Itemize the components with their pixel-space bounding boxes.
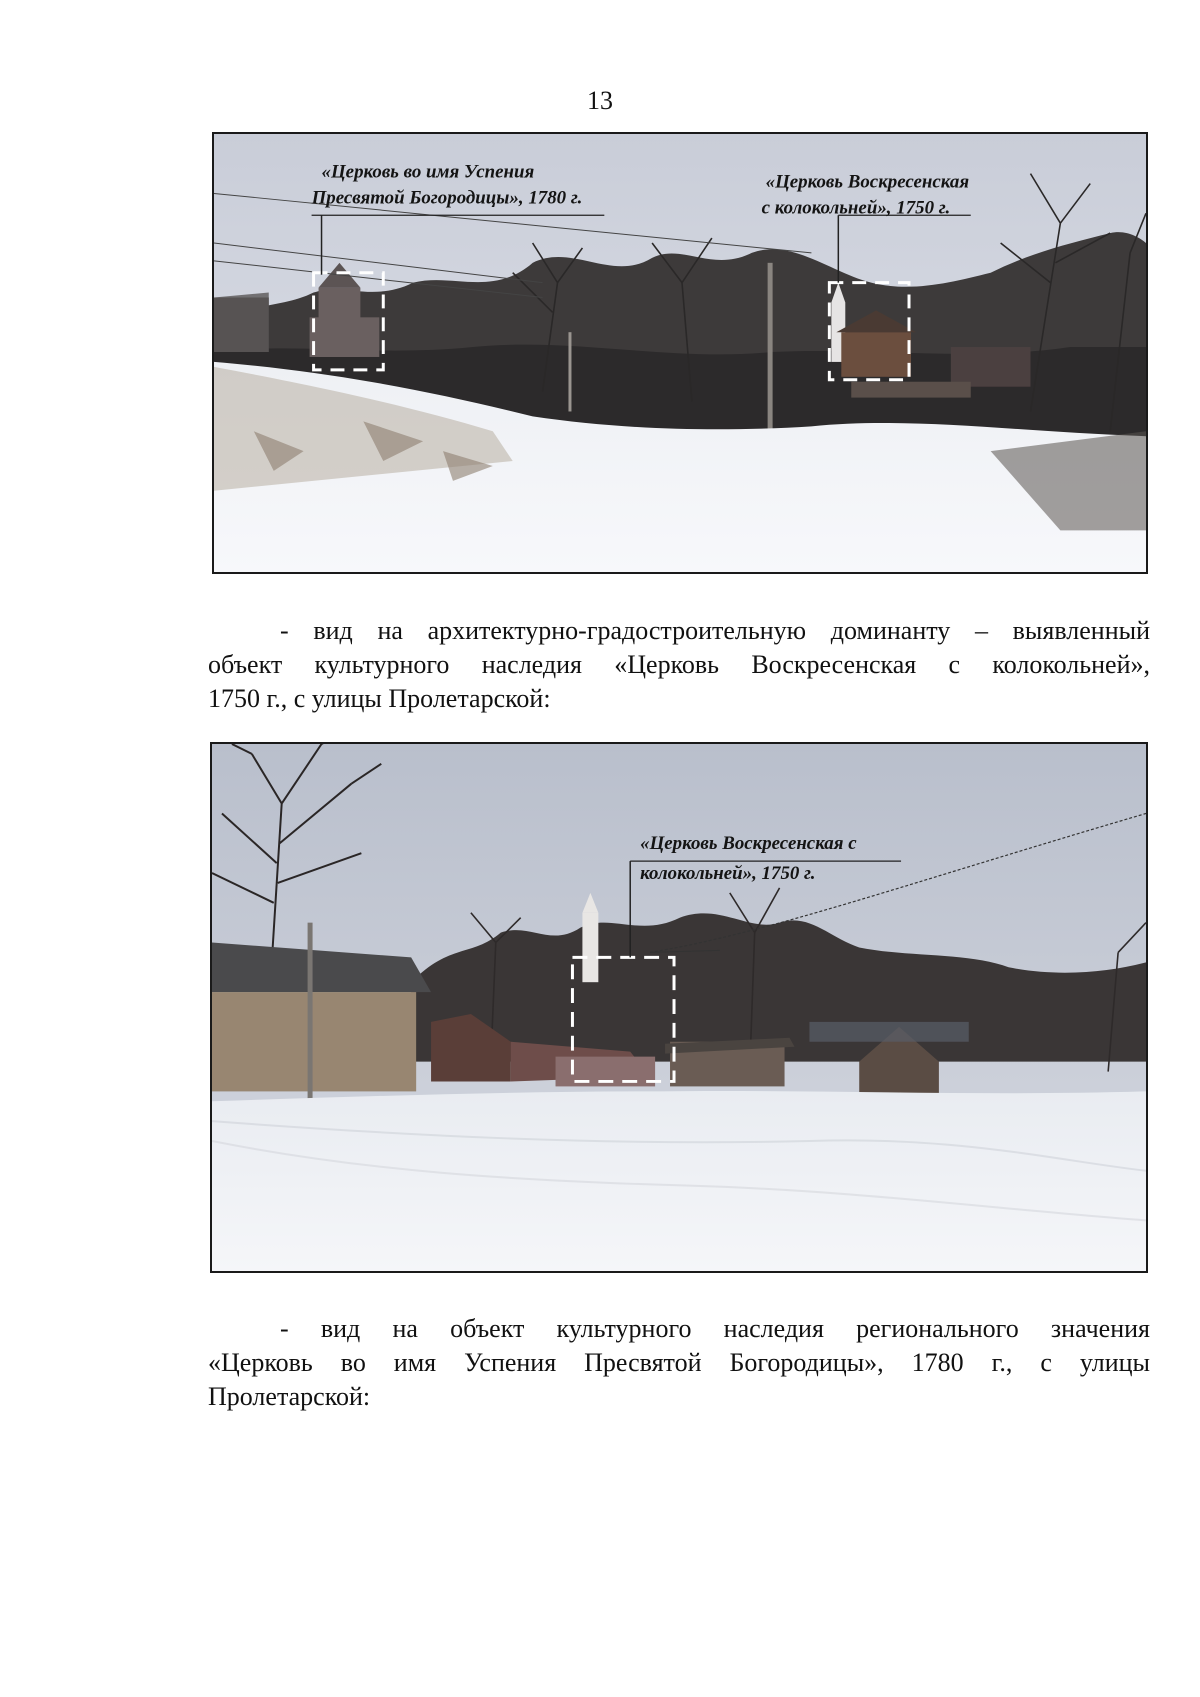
paragraph-line: объект культурного наследия «Церковь Воскресенская с колокольней», — [208, 650, 1150, 679]
photo-view-churches-winter — [212, 132, 1148, 574]
caption-voskresenskaya-2-line1: «Церковь Воскресенская с — [640, 833, 857, 855]
caption-uspenie-line2: Пресвятой Богородицы», 1780 г. — [311, 187, 583, 209]
photo-view-voskresenskaya — [210, 742, 1148, 1273]
paragraph-view-voskresenskaya — [208, 614, 1150, 716]
caption-voskresenskaya-line2: с колокольней», 1750 г. — [761, 197, 951, 219]
paragraph-line: «Церковь во имя Успения Пресвятой Богородицы», 1780 г., с улицы — [208, 1348, 1150, 1377]
caption-voskresenskaya-line1: «Церковь Воскресенская — [765, 171, 970, 193]
paragraph-line: - вид на объект культурного наследия регионального значения — [280, 1314, 1150, 1343]
paragraph-line: 1750 г., с улицы Пролетарской: — [208, 684, 551, 713]
paragraph-line: - вид на архитектурно-градостроительную доминанту – выявленный — [280, 616, 1150, 645]
page-number: 13 — [587, 86, 613, 115]
paragraph-view-uspenie — [208, 1312, 1150, 1414]
paragraph-line: Пролетарской: — [208, 1382, 371, 1411]
photo-2-scene — [212, 744, 1146, 1271]
caption-voskresenskaya-2-line2: колокольней», 1750 г. — [640, 863, 816, 884]
photo-1-scene — [214, 134, 1146, 572]
caption-uspenie-line1: «Церковь во имя Успения — [321, 161, 535, 183]
